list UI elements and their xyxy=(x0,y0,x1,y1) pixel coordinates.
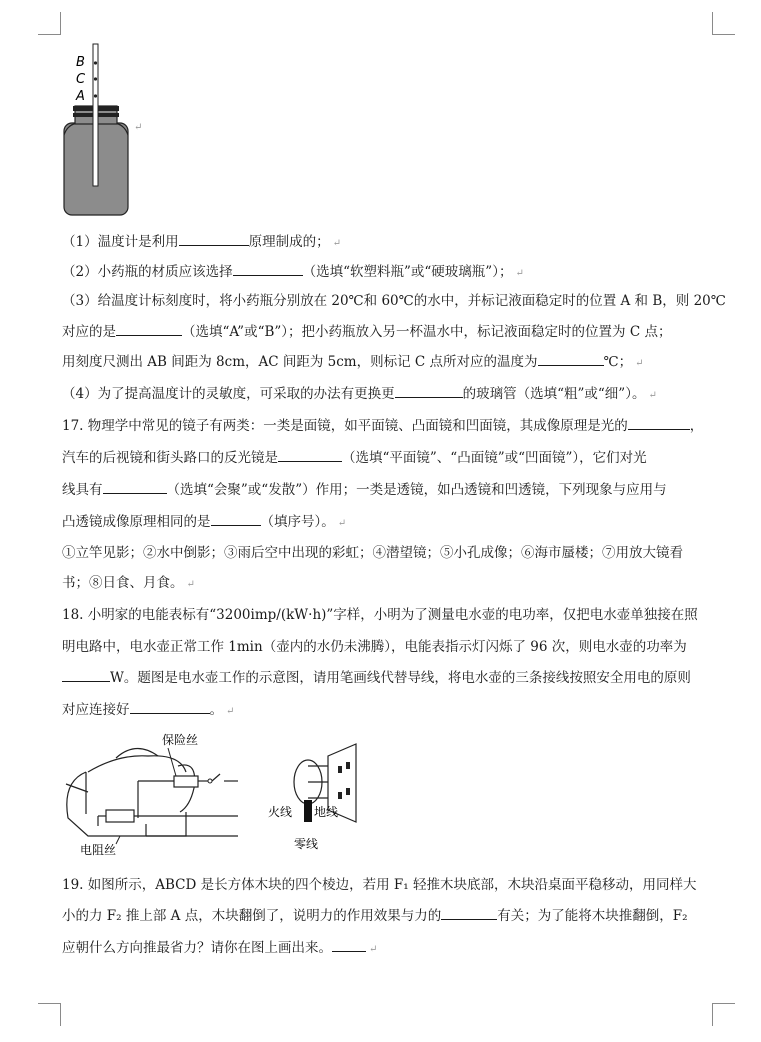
q16-part3-line3: 用刻度尺测出 AB 间距为 8cm，AC 间距为 5cm，则标记 C 点所对应的温度为 ℃； ↵ xyxy=(62,354,644,370)
label-a: A xyxy=(76,89,85,104)
return-mark: ↵ xyxy=(134,122,143,133)
q19-line1: 19. 如图所示，ABCD 是长方体木块的四个棱边，若用 F₁ 轻推木块底部，木块沿桌面平稳移动，用同样大 xyxy=(62,877,697,893)
q19-line2: 小的力 F₂ 推上部 A 点，木块翻倒了，说明力的作用效果与力的 有关；为了能将木块推翻倒，F₂ xyxy=(62,908,688,924)
answer-blank[interactable] xyxy=(441,906,497,920)
answer-blank[interactable] xyxy=(211,512,261,526)
answer-blank[interactable] xyxy=(628,416,690,430)
answer-blank[interactable] xyxy=(538,352,604,366)
crop-mark-top-left xyxy=(38,12,61,35)
q17-line3: 线具有 （选填“会聚”或“发散”）作用；一类是透镜，如凸透镜和凹透镜，下列现象与应用与 xyxy=(62,482,667,498)
q16-part3-line2: 对应的是 （选填“A”或“B”）；把小药瓶放入另一杯温水中，标记液面稳定时的位置为 C 点； xyxy=(62,324,672,340)
answer-blank[interactable] xyxy=(116,322,182,336)
q18-line3: W。题图是电水壶工作的示意图，请用笔画线代替导线，将电水壶的三条接线按照安全用电的原则 xyxy=(62,668,691,687)
q17-options-line2: 书；⑧日食、月食。 ↵ xyxy=(62,575,195,591)
q16-part1: （1）温度计是利用 原理制成的； ↵ xyxy=(62,234,341,250)
fuse xyxy=(174,776,198,787)
answer-blank[interactable] xyxy=(130,700,210,714)
crop-mark-top-right xyxy=(712,12,735,35)
plug-cable xyxy=(304,800,312,822)
resistor xyxy=(106,810,134,822)
crop-mark-bottom-right xyxy=(712,1003,735,1026)
kettle-outline xyxy=(66,748,195,836)
label-c: C xyxy=(76,72,86,87)
answer-blank[interactable] xyxy=(278,448,342,462)
answer-blank[interactable] xyxy=(179,232,249,246)
q16-part2: （2）小药瓶的材质应该选择 （选填“软塑料瓶”或“硬玻璃瓶”）； ↵ xyxy=(62,264,524,280)
answer-blank[interactable] xyxy=(395,384,463,398)
fuse-label: 保险丝 xyxy=(162,733,199,747)
q17-line2: 汽车的后视镜和街头路口的反光镜是 （选填“平面镜”、“凸面镜”或“凹面镜”），它们对光 xyxy=(62,450,647,466)
q17-options-line1: ①立竿见影；②水中倒影；③雨后空中出现的彩虹；④潜望镜；⑤小孔成像；⑥海市蜃楼；⑦用放大镜看 xyxy=(62,545,683,561)
q17-line1: 17. 物理学中常见的镜子有两类：一类是面镜，如平面镜、凸面镜和凹面镜，其成像原理是光的 ， xyxy=(62,418,704,434)
resistor-label: 电阻丝 xyxy=(80,843,117,856)
crop-mark-bottom-left xyxy=(38,1003,61,1026)
answer-blank[interactable] xyxy=(233,262,303,276)
q18-line4: 对应连接好 。 ↵ xyxy=(62,702,235,718)
answer-blank[interactable] xyxy=(62,668,110,682)
label-b: B xyxy=(76,55,85,70)
glass-tube xyxy=(93,44,98,186)
q19-line3: 应朝什么方向推最省力？请你在图上画出来。 ↵ xyxy=(62,940,378,956)
live-wire-label: 火线 xyxy=(268,805,293,819)
q18-line1: 18. 小明家的电能表标有“3200imp/(kW·h)”字样，小明为了测量电水壶的电功率，仅把电水壶单独接在照 xyxy=(62,607,698,623)
kettle-wiring-figure xyxy=(58,726,378,856)
q17-line4: 凸透镜成像原理相同的是 （填序号）。 ↵ xyxy=(62,514,347,530)
neutral-wire-label: 零线 xyxy=(294,837,319,851)
q16-part4: （4）为了提高温度计的灵敏度，可采取的办法有更换更 的玻璃管（选填“粗”或“细”）。 ↵ xyxy=(62,386,657,402)
q16-part3-line1: （3）给温度计标刻度时，将小药瓶分别放在 20℃和 60℃的水中，并标记液面稳定时的位置 A 和 B，则 20℃ xyxy=(62,293,726,309)
answer-blank[interactable] xyxy=(332,938,366,952)
q18-line2: 明电路中，电水壶正常工作 1min（壶内的水仍未沸腾），电能表指示灯闪烁了 96 次，则电水壶的功率为 xyxy=(62,639,687,655)
earth-wire-label: 地线 xyxy=(314,805,339,819)
answer-blank[interactable] xyxy=(103,480,167,494)
